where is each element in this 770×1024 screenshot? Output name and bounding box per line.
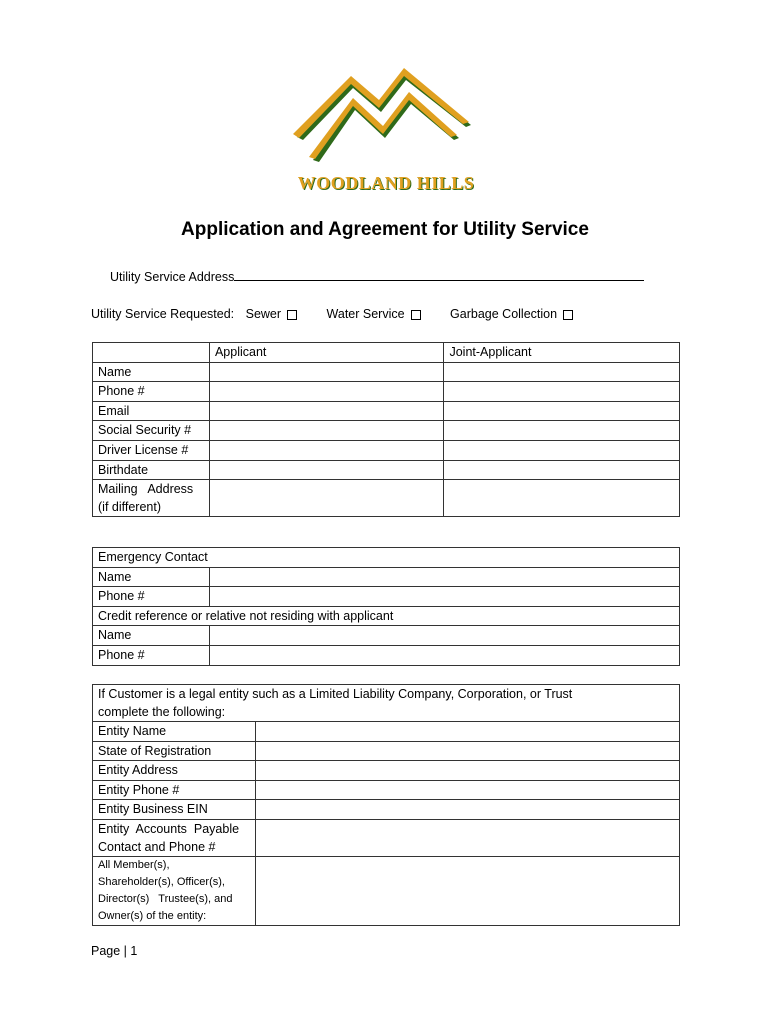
table-row: [93, 440, 680, 460]
entity-phone-field[interactable]: [255, 780, 679, 800]
service-address-line: [110, 268, 670, 284]
garbage-label: Garbage Collection: [450, 307, 558, 321]
entity-intro: If Customer is a legal entity such as a Limited Liability Company, Corporation, or Trust complete the following:: [93, 685, 680, 722]
joint-ssn-field[interactable]: [444, 421, 680, 441]
applicant-birthdate-field[interactable]: [209, 460, 444, 480]
applicant-mailing-field[interactable]: [209, 480, 444, 517]
row-label: Phone #: [93, 382, 210, 402]
row-label: Driver License #: [93, 440, 210, 460]
water-label: Water Service: [326, 307, 405, 321]
row-label: Name: [93, 626, 210, 646]
page-number: Page | 1: [91, 944, 138, 958]
table-row: [93, 780, 680, 800]
entity-ein-field[interactable]: [255, 800, 679, 820]
logo-wordmark: WOODLAND HILLS: [297, 173, 475, 193]
emergency-contact-table: [92, 547, 680, 666]
water-checkbox[interactable]: [411, 310, 421, 320]
sewer-checkbox[interactable]: [287, 310, 297, 320]
entity-name-field[interactable]: [255, 722, 679, 742]
row-label: Phone #: [93, 645, 210, 665]
joint-applicant-header: Joint-Applicant: [444, 343, 680, 363]
table-row: [93, 362, 680, 382]
garbage-checkbox[interactable]: [563, 310, 573, 320]
table-row: [93, 421, 680, 441]
row-label: Entity Phone #: [93, 780, 256, 800]
emergency-heading: Emergency Contact: [93, 548, 680, 568]
table-row: [93, 685, 680, 722]
table-row: [93, 382, 680, 402]
row-label: Entity Name: [93, 722, 256, 742]
entity-address-field[interactable]: [255, 761, 679, 781]
table-row: [93, 567, 680, 587]
joint-birthdate-field[interactable]: [444, 460, 680, 480]
table-row: [93, 626, 680, 646]
table-row: [93, 819, 680, 856]
reference-phone-field[interactable]: [209, 645, 679, 665]
table-row: [93, 722, 680, 742]
row-label: Entity Business EIN: [93, 800, 256, 820]
row-label: Entity Address: [93, 761, 256, 781]
table-row: [93, 800, 680, 820]
page-title: Application and Agreement for Utility Service: [181, 219, 589, 240]
applicant-phone-field[interactable]: [209, 382, 444, 402]
row-label: State of Registration: [93, 741, 256, 761]
emergency-phone-field[interactable]: [209, 587, 679, 607]
applicant-table: [92, 342, 680, 517]
joint-phone-field[interactable]: [444, 382, 680, 402]
row-label: Email: [93, 401, 210, 421]
emergency-name-field[interactable]: [209, 567, 679, 587]
reference-name-field[interactable]: [209, 626, 679, 646]
table-row: [93, 741, 680, 761]
table-row: [93, 587, 680, 607]
table-row: [93, 401, 680, 421]
applicant-header: Applicant: [209, 343, 444, 363]
entity-table: [92, 684, 680, 926]
table-row: [93, 856, 680, 925]
state-registration-field[interactable]: [255, 741, 679, 761]
members-field[interactable]: [255, 856, 679, 925]
row-label: Social Security #: [93, 421, 210, 441]
row-label: Mailing Address (if different): [93, 480, 210, 517]
applicant-ssn-field[interactable]: [209, 421, 444, 441]
applicant-email-field[interactable]: [209, 401, 444, 421]
joint-name-field[interactable]: [444, 362, 680, 382]
service-address-field[interactable]: [234, 268, 644, 281]
row-label: Name: [93, 362, 210, 382]
row-label: Entity Accounts Payable Contact and Phone #: [93, 819, 256, 856]
service-requested-line: [91, 307, 573, 321]
table-row: [93, 460, 680, 480]
row-label: Name: [93, 567, 210, 587]
joint-email-field[interactable]: [444, 401, 680, 421]
row-label: All Member(s), Shareholder(s), Officer(s), Director(s) Trustee(s), and Owner(s) of the entity:: [93, 856, 256, 925]
service-address-label: Utility Service Address: [110, 270, 235, 284]
sewer-label: Sewer: [245, 307, 282, 321]
table-row: [93, 480, 680, 517]
row-label: Phone #: [93, 587, 210, 607]
table-row: [93, 548, 680, 568]
accounts-payable-field[interactable]: [255, 819, 679, 856]
applicant-license-field[interactable]: [209, 440, 444, 460]
applicant-name-field[interactable]: [209, 362, 444, 382]
table-header-row: [93, 343, 680, 363]
joint-mailing-field[interactable]: [444, 480, 680, 517]
table-row: [93, 606, 680, 626]
credit-reference-heading: Credit reference or relative not residing with applicant: [93, 606, 680, 626]
service-requested-label: Utility Service Requested:: [91, 307, 235, 321]
table-row: [93, 645, 680, 665]
joint-license-field[interactable]: [444, 440, 680, 460]
row-label: Birthdate: [93, 460, 210, 480]
table-row: [93, 761, 680, 781]
